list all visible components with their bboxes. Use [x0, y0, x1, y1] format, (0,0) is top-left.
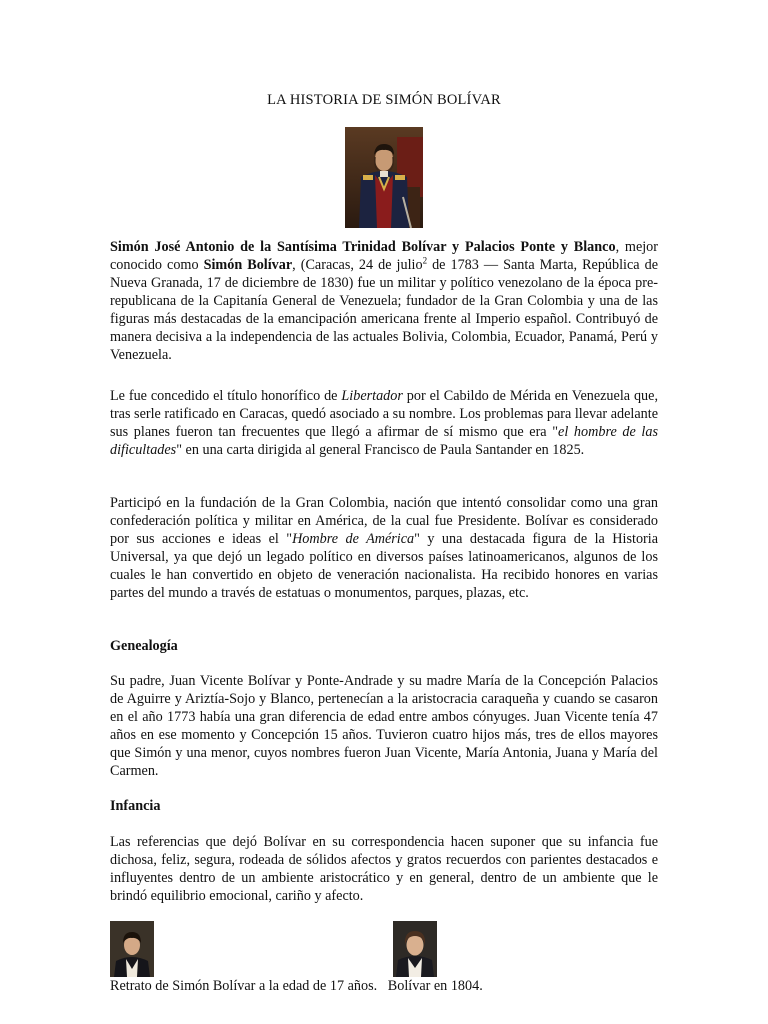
genealogia-heading: Genealogía	[110, 638, 178, 654]
full-name: Simón José Antonio de la Santísima Trinidad Bolívar y Palacios Ponte y Blanco	[110, 239, 616, 255]
infancia-heading: Infancia	[110, 798, 161, 814]
bolivar-1804-portrait	[393, 921, 437, 977]
portrait-captions	[110, 978, 483, 995]
bolivar-uniform-portrait	[345, 127, 423, 228]
libertador-paragraph: Le fue concedido el título honorífico de Libertador por el Cabildo de Mérida en Venezuela que, tras serle ratificado en Caracas, quedó asociado a su nombre. Los problemas para llevar adelante sus planes fueron tan frecuentes que llegó a afirmar de sí mismo que era "el hombre de las dificultades" en una carta dirigida al general Francisco de Paula Santander en 1825.	[110, 388, 658, 458]
known-name: Simón Bolívar	[203, 257, 293, 273]
caption-age-17: Retrato de Simón Bolívar a la edad de 17 años.	[110, 978, 378, 994]
hombre-america-term: Hombre de América	[292, 531, 415, 547]
intro-paragraph: Simón José Antonio de la Santísima Trinidad Bolívar y Palacios Ponte y Blanco, mejor conocido como Simón Bolívar, (Caracas, 24 de julio$^2$ de 1783 — Santa Marta, República de Nueva Granada, 17 de diciembre de 1830) fue un militar y político venezolano de la época pre-republicana de la Capitanía General de Venezuela; fundador de la Gran Colombia y una de las figuras más destacadas de la emancipación americana frente al Imperio español. Contribuyó de manera decisiva a la independencia de las actuales Bolivia, Colombia, Ecuador, Panamá, Perú y Venezuela.	[110, 239, 659, 363]
gran-colombia-paragraph: Participó en la fundación de la Gran Colombia, nación que intentó consolidar como una gran confederación política y militar en América, de la cual fue Presidente. Bolívar es considerado por sus acciones e ideas el "Hombre de América" y una destacada figura de la Historia Universal, ya que dejó un legado político en diversos países latinoamericanos, algunos de los cuales le han convertido en objeto de veneración nacionalista. Ha recibido honores en varias partes del mundo a través de estatuas o monumentos, parques, plazas, etc.	[110, 495, 659, 601]
bolivar-age-17-portrait	[110, 921, 154, 977]
genealogia-paragraph: Su padre, Juan Vicente Bolívar y Ponte-Andrade y su madre María de la Concepción Palacios de Aguirre y Ariztía-Sojo y Blanco, pertenecían a la aristocracia caraqueña y cuando se casaron en el año 1773 había una gran diferencia de edad entre ambos cónyuges. Juan Vicente tenía 47 años en ese momento y Concepción 15 años. Tuvieron cuatro hijos más, tres de ellos mayores que Simón y una menor, cuyos nombres fueron Juan Vicente, María Antonia, Juana y María del Carmen.	[110, 673, 658, 779]
infancia-paragraph: Las referencias que dejó Bolívar en su correspondencia hacen suponer que su infancia fue dichosa, feliz, segura, rodeada de sólidos afectos y gratos recuerdos con parientes destacados e influyentes dentro de un ambiente aristocrático y en general, dentro de un ambiente que le brindó equilibrio emocional, cariño y afecto.	[110, 834, 658, 904]
dificultades-quote: el hombre de las dificultades	[110, 424, 658, 458]
footnote-ref[interactable]: 2	[422, 255, 428, 266]
caption-1804: Bolívar en 1804.	[387, 978, 483, 994]
libertador-term: Libertador	[341, 388, 403, 404]
page-title: LA HISTORIA DE SIMÓN BOLÍVAR	[267, 92, 501, 108]
